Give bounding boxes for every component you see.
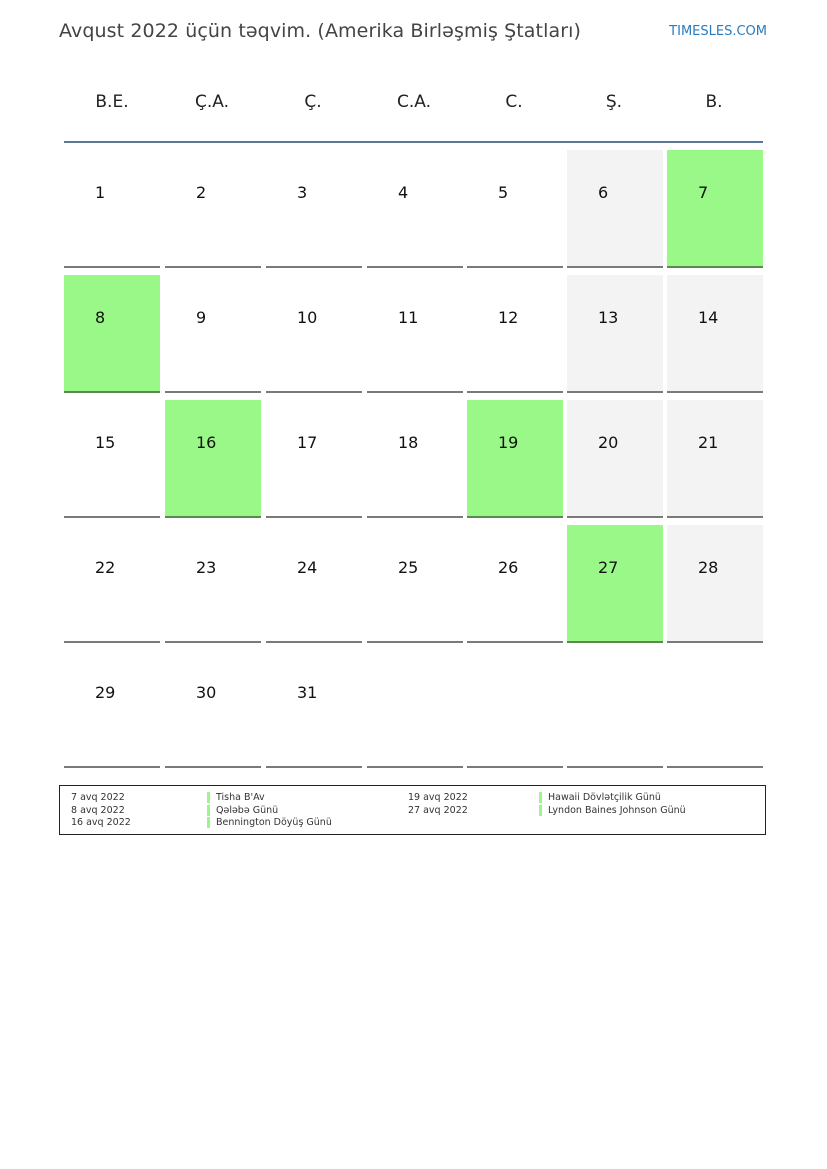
day-number: 29 [95,683,116,702]
day-cell[interactable] [567,275,663,393]
day-cell[interactable] [367,150,463,268]
day-cell-empty [567,650,663,768]
day-number: 8 [95,308,106,327]
holiday-date: 7 avq 2022 [71,792,125,803]
day-number: 9 [196,308,207,327]
day-cell[interactable] [64,400,160,518]
header-divider [64,141,763,143]
day-cell-empty [367,650,463,768]
day-cell-holiday[interactable] [567,525,663,643]
day-cell[interactable] [667,525,763,643]
day-number: 31 [297,683,318,702]
day-cell[interactable] [165,525,261,643]
day-cell[interactable] [266,400,362,518]
holiday-name: Lyndon Baines Johnson Günü [539,805,686,816]
day-cell[interactable] [367,275,463,393]
day-number: 16 [196,433,217,452]
day-number: 22 [95,558,116,577]
day-number: 23 [196,558,217,577]
day-number: 14 [698,308,719,327]
day-number: 25 [398,558,419,577]
day-cell-holiday[interactable] [667,150,763,268]
brand-link[interactable]: TIMESLES.COM [669,24,767,39]
day-number: 26 [498,558,519,577]
holiday-date: 19 avq 2022 [408,792,468,803]
day-cell[interactable] [165,650,261,768]
holiday-date: 16 avq 2022 [71,817,131,828]
day-cell[interactable] [367,400,463,518]
day-cell[interactable] [467,525,563,643]
holiday-legend [59,785,766,835]
day-number: 19 [498,433,519,452]
day-number: 18 [398,433,419,452]
weekday-label: C. [505,92,523,112]
holiday-name: Qələbə Günü [207,805,278,816]
day-number: 5 [498,183,509,202]
day-cell[interactable] [266,150,362,268]
day-cell[interactable] [64,525,160,643]
day-number: 27 [598,558,619,577]
day-cell[interactable] [64,150,160,268]
weekday-label: B.E. [95,92,129,112]
day-cell-empty [667,650,763,768]
day-number: 13 [598,308,619,327]
holiday-name: Bennington Döyüş Günü [207,817,332,828]
day-number: 4 [398,183,409,202]
day-cell-holiday[interactable] [467,400,563,518]
holiday-name: Tisha B'Av [207,792,265,803]
holiday-date: 27 avq 2022 [408,805,468,816]
day-cell[interactable] [165,275,261,393]
day-cell[interactable] [266,275,362,393]
day-number: 20 [598,433,619,452]
day-number: 3 [297,183,308,202]
day-number: 12 [498,308,519,327]
weekday-label: B. [705,92,723,112]
day-number: 15 [95,433,116,452]
day-cell-holiday[interactable] [165,400,261,518]
weekday-label: Ç.A. [194,92,229,112]
day-number: 17 [297,433,318,452]
day-number: 30 [196,683,217,702]
holiday-date: 8 avq 2022 [71,805,125,816]
day-number: 21 [698,433,719,452]
day-number: 24 [297,558,318,577]
day-cell[interactable] [64,650,160,768]
day-number: 6 [598,183,609,202]
day-cell[interactable] [467,150,563,268]
day-cell[interactable] [567,150,663,268]
weekday-label: Ş. [605,92,623,112]
day-cell[interactable] [266,525,362,643]
day-cell[interactable] [266,650,362,768]
day-cell[interactable] [165,150,261,268]
day-cell[interactable] [667,400,763,518]
day-number: 28 [698,558,719,577]
day-cell-empty [467,650,563,768]
page-title: Avqust 2022 üçün təqvim. (Amerika Birləşmiş Ştatları) [59,20,582,42]
day-number: 11 [398,308,419,327]
day-cell-holiday[interactable] [64,275,160,393]
day-number: 10 [297,308,318,327]
day-cell[interactable] [667,275,763,393]
weekday-header [62,80,763,130]
day-cell[interactable] [367,525,463,643]
day-number: 1 [95,183,106,202]
day-cell[interactable] [467,275,563,393]
day-cell[interactable] [567,400,663,518]
day-number: 2 [196,183,207,202]
weekday-label: Ç. [304,92,322,112]
holiday-name: Hawaii Dövlətçilik Günü [539,792,661,803]
weekday-label: C.A. [396,92,431,112]
day-number: 7 [698,183,709,202]
